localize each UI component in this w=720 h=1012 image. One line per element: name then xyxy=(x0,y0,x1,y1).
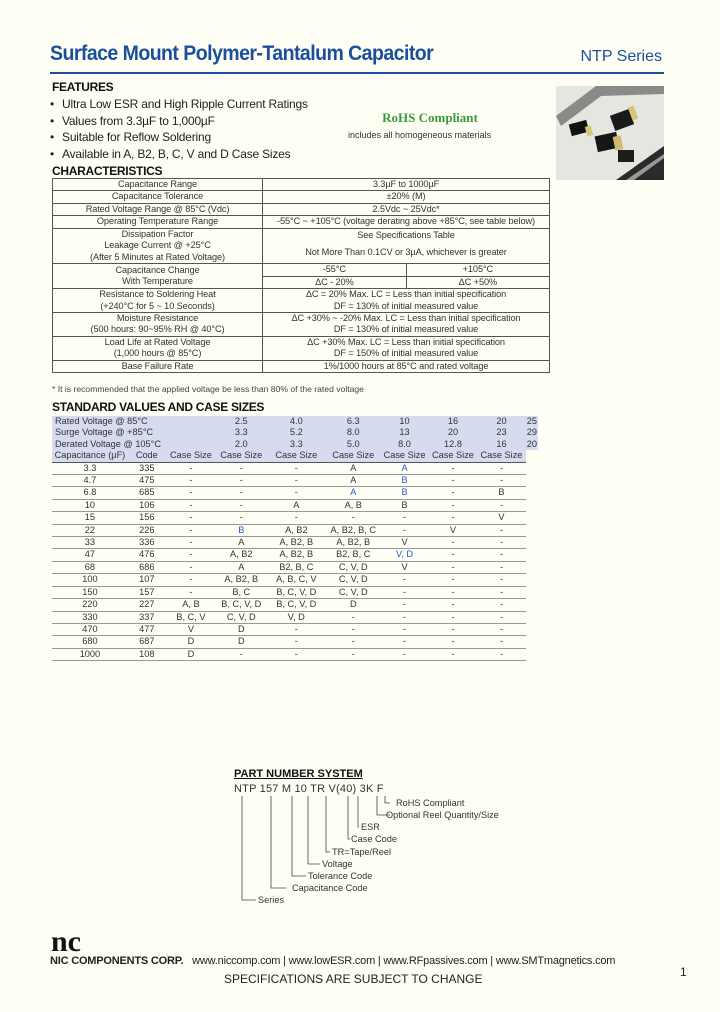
page-title: Surface Mount Polymer-Tantalum Capacitor xyxy=(50,42,434,65)
table-cell: D xyxy=(166,636,216,648)
table-cell: - xyxy=(429,487,477,499)
table-cell: - xyxy=(477,636,526,648)
table-cell: 47 xyxy=(52,549,128,561)
voltage-row-label: Surge Voltage @ +85°C xyxy=(52,427,166,438)
table-cell: C, V, D xyxy=(326,574,380,586)
table-row xyxy=(52,499,538,511)
char-label: Rated Voltage Range @ 85°C (Vdc) xyxy=(53,203,263,215)
table-cell: A xyxy=(326,462,380,474)
table-cell: V xyxy=(380,561,428,573)
table-row xyxy=(52,636,538,648)
table-cell: A, B2, B xyxy=(266,549,326,561)
table-cell: - xyxy=(266,462,326,474)
table-cell: - xyxy=(429,475,477,487)
table-row xyxy=(53,289,550,313)
table-cell: - xyxy=(380,574,428,586)
table-cell: - xyxy=(380,512,428,524)
table-cell: B2, B, C xyxy=(326,549,380,561)
table-cell: A, B2, B, C xyxy=(326,524,380,536)
standard-heading: STANDARD VALUES AND CASE SIZES xyxy=(52,400,265,414)
char-value: +105°C xyxy=(406,264,549,276)
table-cell: A, B2, B xyxy=(326,537,380,549)
voltage-cell: 29 xyxy=(526,427,537,438)
table-cell: - xyxy=(266,487,326,499)
nic-logo xyxy=(50,926,92,954)
table-cell: V xyxy=(477,512,526,524)
table-cell: 226 xyxy=(128,524,166,536)
table-cell: 22 xyxy=(52,524,128,536)
table-cell: - xyxy=(166,524,216,536)
voltage-row xyxy=(52,427,538,438)
table-row xyxy=(52,648,538,660)
voltage-cell: 10 xyxy=(380,416,428,427)
pn-label-tolerance: Tolerance Code xyxy=(308,871,373,881)
table-cell: - xyxy=(166,561,216,573)
table-cell: C, V, D xyxy=(216,611,266,623)
table-cell: - xyxy=(380,599,428,611)
table-cell: - xyxy=(266,475,326,487)
table-cell: - xyxy=(216,487,266,499)
table-row xyxy=(53,360,550,372)
table-cell: A xyxy=(326,475,380,487)
table-cell: - xyxy=(326,611,380,623)
voltage-cell: 23 xyxy=(477,427,526,438)
table-cell: B, C, V, D xyxy=(266,599,326,611)
table-cell: C, V, D xyxy=(326,586,380,598)
char-value: -55°C xyxy=(263,264,407,276)
voltage-cell: 20 xyxy=(429,427,477,438)
table-row xyxy=(53,264,550,276)
table-cell: - xyxy=(429,586,477,598)
rohs-badge xyxy=(348,110,492,140)
characteristics-table xyxy=(52,178,550,373)
table-row xyxy=(53,216,550,228)
table-cell: 687 xyxy=(128,636,166,648)
table-cell: - xyxy=(477,462,526,474)
table-cell: 475 xyxy=(128,475,166,487)
company-name: NIC COMPONENTS CORP. xyxy=(50,955,184,967)
table-cell: 337 xyxy=(128,611,166,623)
table-cell: C, V, D xyxy=(326,561,380,573)
column-header: Code xyxy=(128,450,166,462)
table-cell: D xyxy=(216,636,266,648)
column-header: Case Size xyxy=(166,450,216,462)
part-number-heading: PART NUMBER SYSTEM xyxy=(234,768,363,780)
char-label: Resistance to Soldering Heat (+240°C for 5 ~ 10 Seconds) xyxy=(53,289,263,313)
table-cell: B xyxy=(380,499,428,511)
table-cell: - xyxy=(429,636,477,648)
features-list xyxy=(50,96,308,162)
table-row xyxy=(52,462,538,474)
table-cell: V, D xyxy=(266,611,326,623)
table-cell: A, B, C, V xyxy=(266,574,326,586)
table-cell: - xyxy=(380,586,428,598)
char-label: Capacitance Tolerance xyxy=(53,191,263,203)
table-cell: - xyxy=(477,537,526,549)
voltage-cell: 20 xyxy=(477,416,526,427)
voltage-cell: 3.3 xyxy=(266,439,326,450)
voltage-cell: 20 xyxy=(526,438,537,449)
feature-item: • Available in A, B2, B, C, V and D Case Sizes xyxy=(50,146,308,163)
table-cell: - xyxy=(477,561,526,573)
table-cell: - xyxy=(380,636,428,648)
voltage-cell: 3.3 xyxy=(216,427,266,438)
column-header: Case Size xyxy=(429,450,477,462)
table-cell: - xyxy=(477,599,526,611)
title-rule xyxy=(50,72,664,74)
part-number-code: NTP 157 M 10 TR V(40) 3K F xyxy=(234,783,384,795)
table-cell: - xyxy=(266,512,326,524)
table-cell: - xyxy=(266,636,326,648)
table-row xyxy=(52,611,538,623)
voltage-cell: 6.3 xyxy=(326,416,380,427)
rohs-subtitle: includes all homogeneous materials xyxy=(348,130,492,140)
table-cell: 330 xyxy=(52,611,128,623)
table-cell: 10 xyxy=(52,499,128,511)
header-row xyxy=(52,450,538,462)
voltage-cell: 12.8 xyxy=(429,439,477,450)
table-cell: B, C, V, D xyxy=(216,599,266,611)
voltage-cell: 16 xyxy=(477,439,526,450)
char-value: 3.3µF to 1000µF xyxy=(263,179,550,191)
table-cell: - xyxy=(477,524,526,536)
voltage-row-label: Derated Voltage @ 105°C xyxy=(52,439,166,450)
char-value: ΔC +30% ~ -20% Max. LC = Less than initial specification DF = 130% of initial measured value xyxy=(263,313,550,337)
table-cell: 336 xyxy=(128,537,166,549)
feature-item: • Ultra Low ESR and High Ripple Current Ratings xyxy=(50,96,308,113)
product-photo xyxy=(556,86,664,180)
features-heading: FEATURES xyxy=(52,80,114,94)
table-cell: 680 xyxy=(52,636,128,648)
table-cell: - xyxy=(326,512,380,524)
voltage-row-label: Rated Voltage @ 85°C xyxy=(52,416,166,427)
table-cell: B, C, V, D xyxy=(266,586,326,598)
table-row xyxy=(52,561,538,573)
table-row xyxy=(52,574,538,586)
table-cell: 150 xyxy=(52,586,128,598)
table-cell: 33 xyxy=(52,537,128,549)
table-row xyxy=(53,191,550,203)
table-cell: - xyxy=(429,512,477,524)
voltage-cell: 8.0 xyxy=(326,427,380,438)
table-cell: B, C, V xyxy=(166,611,216,623)
table-cell: D xyxy=(166,648,216,660)
characteristics-heading: CHARACTERISTICS xyxy=(52,164,163,178)
table-cell: - xyxy=(266,623,326,635)
table-cell: V, D xyxy=(380,549,428,561)
table-cell: 6.8 xyxy=(52,487,128,499)
table-cell: - xyxy=(380,623,428,635)
column-header: Capacitance (µF) xyxy=(52,450,128,462)
table-row xyxy=(53,336,550,360)
voltage-cell: 2.5 xyxy=(216,416,266,427)
pn-label-tr: TR=Tape/Reel xyxy=(332,847,391,857)
char-label: Capacitance Change With Temperature xyxy=(53,264,263,289)
char-label: Dissipation Factor Leakage Current @ +25°C (After 5 Minutes at Rated Voltage) xyxy=(53,228,263,264)
table-row xyxy=(53,203,550,215)
table-cell: - xyxy=(380,648,428,660)
table-cell: - xyxy=(166,574,216,586)
voltage-cell: 5.0 xyxy=(326,439,380,450)
table-row xyxy=(52,475,538,487)
feature-item: • Values from 3.3µF to 1,000µF xyxy=(50,113,308,130)
table-cell: A, B2 xyxy=(266,524,326,536)
table-cell: V xyxy=(166,623,216,635)
table-row xyxy=(53,313,550,337)
table-cell: - xyxy=(429,599,477,611)
table-cell: - xyxy=(166,487,216,499)
table-cell: B, C xyxy=(216,586,266,598)
table-row xyxy=(52,599,538,611)
table-cell: D xyxy=(216,623,266,635)
pn-label-rohs: RoHS Compliant xyxy=(396,798,465,808)
table-cell: - xyxy=(166,537,216,549)
table-cell: - xyxy=(216,499,266,511)
table-cell: - xyxy=(429,499,477,511)
voltage-cell: 2.0 xyxy=(216,439,266,450)
table-cell: - xyxy=(477,586,526,598)
table-cell: - xyxy=(477,499,526,511)
table-cell: D xyxy=(326,599,380,611)
table-cell: - xyxy=(429,574,477,586)
column-header: Case Size xyxy=(266,450,326,462)
char-label: Operating Temperature Range xyxy=(53,216,263,228)
char-label: Capacitance Range xyxy=(53,179,263,191)
footer-links[interactable]: www.niccomp.com | www.lowESR.com | www.RFpassives.com | www.SMTmagnetics.com xyxy=(192,955,616,967)
table-cell: - xyxy=(166,462,216,474)
column-header: Case Size xyxy=(477,450,526,462)
table-row xyxy=(52,487,538,499)
table-cell: - xyxy=(326,623,380,635)
table-cell: 476 xyxy=(128,549,166,561)
spec-notice: SPECIFICATIONS ARE SUBJECT TO CHANGE xyxy=(224,972,483,986)
table-cell: - xyxy=(429,549,477,561)
table-cell: 227 xyxy=(128,599,166,611)
char-value: See Specifications Table Not More Than 0.1CV or 3µA, whichever is greater xyxy=(263,228,550,264)
table-row xyxy=(53,179,550,191)
table-cell: A, B xyxy=(166,599,216,611)
table-cell: - xyxy=(326,636,380,648)
table-row xyxy=(52,537,538,549)
voltage-cell: 25 xyxy=(526,416,537,426)
table-cell: - xyxy=(380,611,428,623)
table-cell: B2, B, C xyxy=(266,561,326,573)
char-value: -55°C ~ +105°C (voltage derating above +85°C, see table below) xyxy=(263,216,550,228)
table-cell: - xyxy=(166,549,216,561)
table-cell: 685 xyxy=(128,487,166,499)
table-cell: - xyxy=(477,549,526,561)
table-cell: - xyxy=(477,611,526,623)
voltage-cell: 16 xyxy=(429,416,477,427)
table-cell: - xyxy=(380,524,428,536)
table-cell: B xyxy=(380,487,428,499)
table-cell: - xyxy=(477,574,526,586)
table-cell: 106 xyxy=(128,499,166,511)
char-value: ΔC +50% xyxy=(406,276,549,288)
table-cell: 108 xyxy=(128,648,166,660)
table-cell: A xyxy=(216,561,266,573)
pn-label-series: Series xyxy=(258,895,285,905)
table-cell: A, B2, B xyxy=(266,537,326,549)
table-cell: - xyxy=(477,648,526,660)
table-cell: - xyxy=(477,623,526,635)
page-number: 1 xyxy=(680,965,687,979)
table-cell: 100 xyxy=(52,574,128,586)
voltage-cell xyxy=(166,427,216,438)
rohs-title: RoHS Compliant xyxy=(382,110,478,125)
table-cell: - xyxy=(477,475,526,487)
table-row xyxy=(52,524,538,536)
table-cell: 477 xyxy=(128,623,166,635)
table-cell: - xyxy=(429,537,477,549)
table-cell: A xyxy=(380,462,428,474)
table-cell: 1000 xyxy=(52,648,128,660)
table-row xyxy=(52,623,538,635)
table-cell: V xyxy=(429,524,477,536)
char-label: Moisture Resistance (500 hours: 90~95% RH @ 40°C) xyxy=(53,313,263,337)
table-cell: B xyxy=(380,475,428,487)
table-cell: - xyxy=(429,623,477,635)
table-cell: - xyxy=(166,475,216,487)
pn-label-voltage: Voltage xyxy=(322,859,353,869)
table-cell: - xyxy=(326,648,380,660)
table-row xyxy=(52,586,538,598)
voltage-cell xyxy=(166,416,216,427)
voltage-cell: 8.0 xyxy=(380,439,428,450)
column-header: Case Size xyxy=(326,450,380,462)
pn-label-reel: Optional Reel Quantity/Size xyxy=(386,810,499,820)
table-cell: - xyxy=(216,475,266,487)
char-label: Base Failure Rate xyxy=(53,360,263,372)
pn-label-case: Case Code xyxy=(351,834,397,844)
table-cell: A, B2, B xyxy=(216,574,266,586)
table-cell: 15 xyxy=(52,512,128,524)
table-row xyxy=(52,549,538,561)
table-cell: - xyxy=(429,648,477,660)
table-cell: - xyxy=(166,586,216,598)
table-cell: V xyxy=(380,537,428,549)
table-cell: - xyxy=(216,462,266,474)
char-value: ±20% (M) xyxy=(263,191,550,203)
table-cell: 156 xyxy=(128,512,166,524)
pn-label-capacitance: Capacitance Code xyxy=(292,883,368,893)
voltage-row xyxy=(52,416,538,427)
table-cell: 220 xyxy=(52,599,128,611)
table-cell: - xyxy=(166,512,216,524)
char-value: ΔC - 20% xyxy=(263,276,407,288)
table-cell: - xyxy=(429,462,477,474)
table-cell: 3.3 xyxy=(52,462,128,474)
feature-item: • Suitable for Reflow Soldering xyxy=(50,129,308,146)
voltage-cell xyxy=(166,439,216,450)
table-cell: - xyxy=(166,499,216,511)
table-cell: 68 xyxy=(52,561,128,573)
table-cell: A xyxy=(266,499,326,511)
table-cell: A xyxy=(326,487,380,499)
table-cell: 335 xyxy=(128,462,166,474)
voltage-cell: 5.2 xyxy=(266,427,326,438)
table-cell: 157 xyxy=(128,586,166,598)
column-header: Case Size xyxy=(380,450,428,462)
footer-line xyxy=(50,955,615,967)
column-header: Case Size xyxy=(216,450,266,462)
logo-text: nc xyxy=(51,926,81,954)
standard-values-table xyxy=(52,416,538,661)
table-cell: - xyxy=(266,648,326,660)
table-cell: 107 xyxy=(128,574,166,586)
table-cell: 686 xyxy=(128,561,166,573)
table-cell: A xyxy=(216,537,266,549)
table-cell: A, B2 xyxy=(216,549,266,561)
char-value: ΔC +30% Max. LC = Less than initial specification DF = 150% of initial measured value xyxy=(263,336,550,360)
table-row xyxy=(53,228,550,264)
voltage-row xyxy=(52,439,538,450)
voltage-cell: 13 xyxy=(380,427,428,438)
table-cell: 4.7 xyxy=(52,475,128,487)
voltage-cell: 4.0 xyxy=(266,416,326,427)
char-label: Load Life at Rated Voltage (1,000 hours @ 85°C) xyxy=(53,336,263,360)
table-row xyxy=(52,512,538,524)
series-label: NTP Series xyxy=(580,48,662,65)
char-value: 2.5Vdc ~ 25Vdc* xyxy=(263,203,550,215)
voltage-note: * It is recommended that the applied voltage be less than 80% of the rated voltage xyxy=(52,384,364,394)
pn-label-esr: ESR xyxy=(361,822,380,832)
char-value: 1%/1000 hours at 85°C and rated voltage xyxy=(263,360,550,372)
table-cell: - xyxy=(429,611,477,623)
table-cell: - xyxy=(216,512,266,524)
table-cell: - xyxy=(429,561,477,573)
table-cell: B xyxy=(216,524,266,536)
table-cell: 470 xyxy=(52,623,128,635)
table-cell: - xyxy=(216,648,266,660)
table-cell: B xyxy=(477,487,526,499)
table-cell: A, B xyxy=(326,499,380,511)
char-value: ΔC = 20% Max. LC = Less than initial specification DF = 130% of initial measured value xyxy=(263,289,550,313)
